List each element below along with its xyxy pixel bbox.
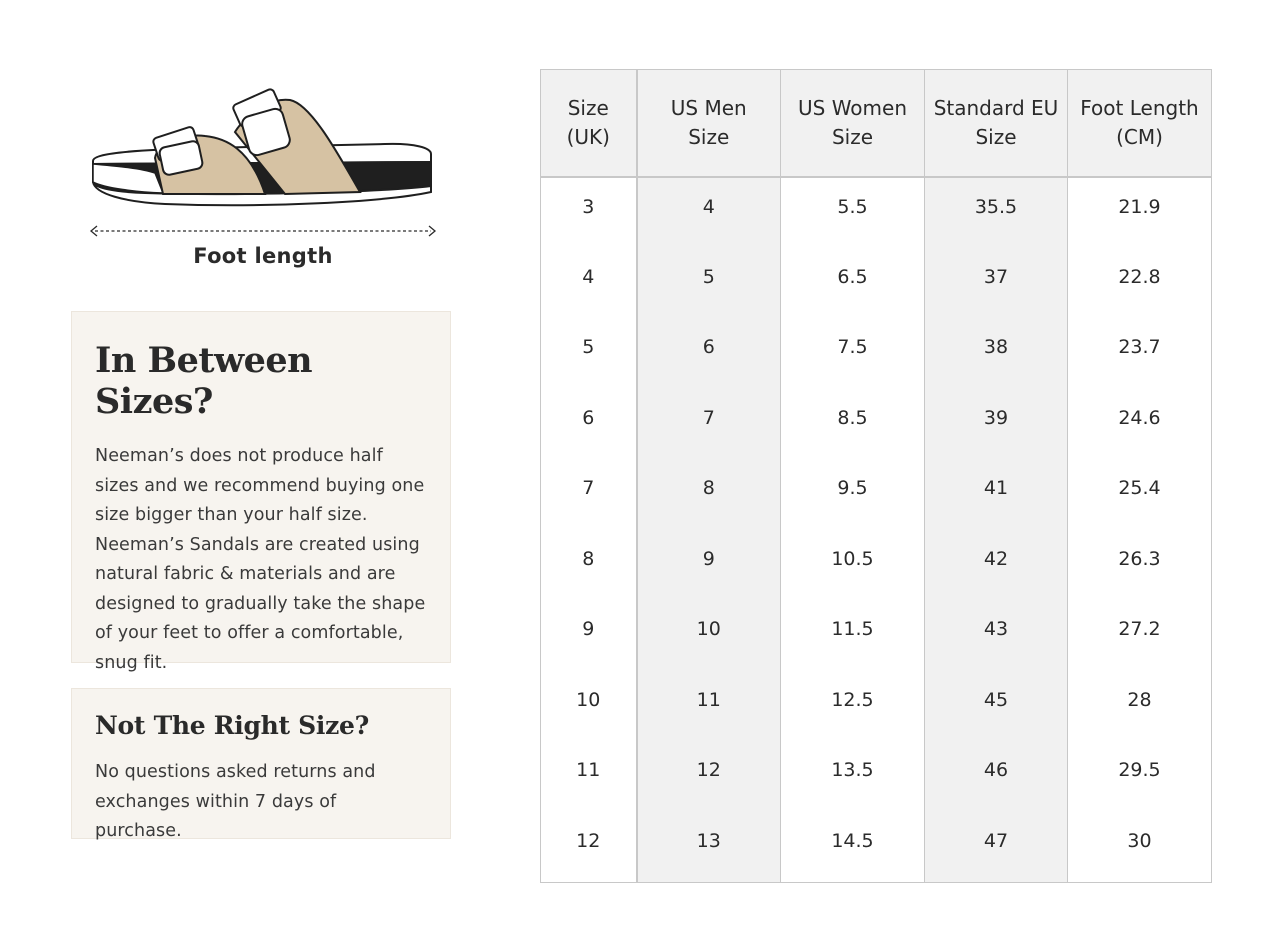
table-cell: 7 [541,459,637,530]
table-cell: 6.5 [781,248,925,319]
table-row [541,600,1212,671]
table-row [541,459,1212,530]
header-standard-eu: Standard EU Size [925,70,1068,178]
sandal-icon [85,88,441,238]
table-row [541,671,1212,742]
table-cell: 23.7 [1068,318,1212,389]
table-cell: 7.5 [781,318,925,389]
table-cell: 11.5 [781,600,925,671]
table-cell: 8 [637,459,781,530]
table-cell: 43 [925,600,1068,671]
table-row [541,389,1212,460]
table-cell: 26.3 [1068,530,1212,601]
header-foot-length: Foot Length (CM) [1068,70,1212,178]
table-cell: 10 [637,600,781,671]
header-us-women: US Women Size [781,70,925,178]
table-cell: 39 [925,389,1068,460]
foot-length-caption: Foot length [193,244,333,268]
table-cell: 24.6 [1068,389,1212,460]
not-right-size-text [95,740,427,847]
table-row [541,812,1212,883]
table-cell: 5.5 [781,177,925,248]
table-cell: 5 [637,248,781,319]
not-right-size-title: Not The Right Size? [95,711,369,740]
table-cell: 22.8 [1068,248,1212,319]
table-cell: 13 [637,812,781,883]
table-cell: 37 [925,248,1068,319]
table-cell: 45 [925,671,1068,742]
text-line: Neeman’s does not produce half [95,446,383,466]
table-cell: 30 [1068,812,1212,883]
text-line: of your feet to offer a comfortable, [95,623,404,643]
in-between-sizes-text [95,422,427,678]
table-cell: 21.9 [1068,177,1212,248]
table-cell: 27.2 [1068,600,1212,671]
table-cell: 7 [637,389,781,460]
table-cell: 9 [541,600,637,671]
table-cell: 38 [925,318,1068,389]
table-row [541,318,1212,389]
text-line: exchanges within 7 days of purchase. [95,791,337,841]
in-between-sizes-card [71,311,451,673]
table-cell: 5 [541,318,637,389]
table-row [541,530,1212,601]
table-cell: 12 [541,812,637,883]
table-cell: 11 [637,671,781,742]
text-line: snug fit. [95,652,168,673]
table-cell: 42 [925,530,1068,601]
table-cell: 4 [637,177,781,248]
table-cell: 10.5 [781,530,925,601]
not-right-size-card [71,688,451,839]
table-cell: 6 [541,389,637,460]
table-cell: 28 [1068,671,1212,742]
sandal-illustration [85,88,441,278]
table-cell: 35.5 [925,177,1068,248]
table-cell: 6 [637,318,781,389]
table-cell: 12.5 [781,671,925,742]
in-between-sizes-title: In Between Sizes? [95,340,313,422]
table-cell: 11 [541,741,637,812]
table-cell: 3 [541,177,637,248]
table-cell: 46 [925,741,1068,812]
table-cell: 41 [925,459,1068,530]
table-cell: 8.5 [781,389,925,460]
header-size-uk: Size (UK) [541,70,637,178]
table-cell: 14.5 [781,812,925,883]
table-row [541,177,1212,248]
text-line: Neeman’s Sandals are created using [95,534,420,555]
text-line: natural fabric & materials and are [95,564,396,584]
table-cell: 47 [925,812,1068,883]
text-line: sizes and we recommend buying one [95,475,425,496]
table-cell: 9.5 [781,459,925,530]
table-cell: 12 [637,741,781,812]
header-us-men: US Men Size [637,70,781,178]
table-cell: 8 [541,530,637,601]
text-line: No questions asked returns and [95,762,376,782]
text-line: size bigger than your half size. [95,505,368,525]
table-cell: 25.4 [1068,459,1212,530]
table-cell: 9 [637,530,781,601]
table-cell: 29.5 [1068,741,1212,812]
table-cell: 10 [541,671,637,742]
table-cell: 13.5 [781,741,925,812]
table-cell: 4 [541,248,637,319]
table-row [541,248,1212,319]
text-line: designed to gradually take the shape [95,593,426,614]
table-header-row [541,70,1212,178]
table-row [541,741,1212,812]
size-chart-table [540,69,1212,883]
